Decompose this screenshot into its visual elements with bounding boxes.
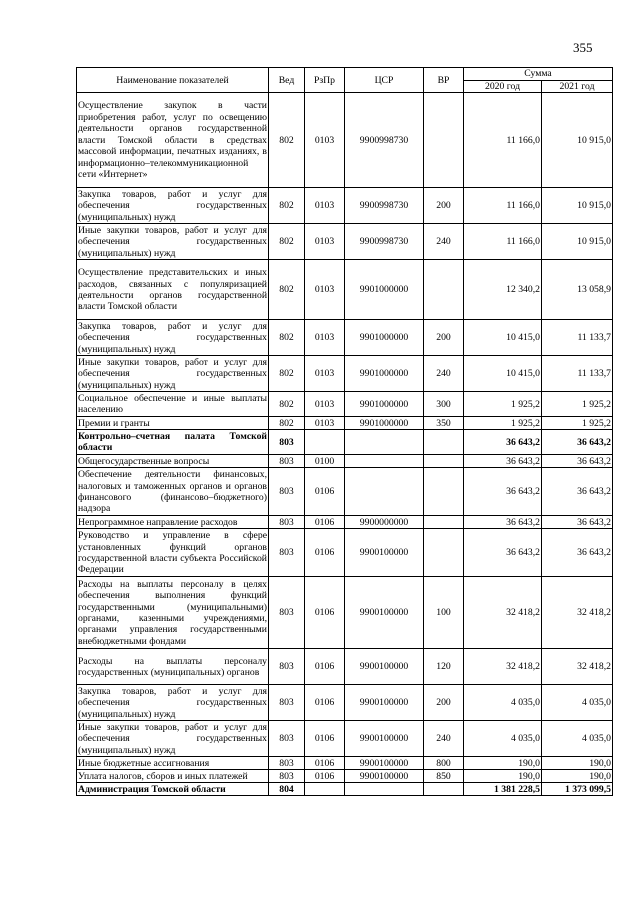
header-year-2020: 2020 год — [464, 81, 542, 93]
row-name-cell: Социальное обеспечение и иные выплаты населению — [78, 393, 267, 416]
row-vr-cell: 240 — [424, 356, 464, 392]
row-vr-cell — [424, 93, 464, 188]
row-rzpr-cell: 0103 — [305, 392, 345, 417]
header-ved: Вед — [269, 68, 305, 93]
row-csr-cell: 9900100000 — [345, 577, 424, 649]
row-ved-cell: 802 — [269, 260, 305, 320]
row-ved-cell: 802 — [269, 356, 305, 392]
header-name: Наименование показателей — [77, 68, 269, 93]
row-2021-cell: 11 133,7 — [542, 356, 613, 392]
row-csr-cell: 9901000000 — [345, 260, 424, 320]
row-2020-cell: 11 166,0 — [464, 188, 542, 224]
row-ved-cell: 804 — [269, 783, 305, 796]
row-name-cell: Осуществление представительских и иных расходов, связанных с популяризацией деятельности органов государственной власти Томской области — [77, 260, 269, 320]
row-2020-cell: 36 643,2 — [464, 516, 542, 529]
row-2020-cell: 10 415,0 — [464, 320, 542, 356]
row-csr-cell: 9901000000 — [345, 417, 424, 430]
row-name-cell: Расходы на выплаты персоналу государственных (муниципальных) органов — [77, 649, 269, 685]
row-ved-cell: 803 — [269, 529, 305, 577]
table-row — [77, 455, 613, 468]
table-row — [77, 392, 613, 417]
row-name-cell: Обеспечение деятельности финансовых, налоговых и таможенных органов и органов финансового (финансово–бюджетного) надзора — [78, 469, 267, 515]
row-vr-cell — [424, 529, 464, 577]
row-ved-cell: 802 — [269, 417, 305, 430]
row-ved-cell: 803 — [269, 649, 305, 685]
row-2021-cell: 4 035,0 — [542, 685, 613, 721]
row-csr-cell: 9900100000 — [345, 685, 424, 721]
row-ved-cell: 803 — [269, 757, 305, 770]
row-2020-cell: 36 643,2 — [464, 529, 542, 577]
table-row — [77, 649, 613, 685]
row-csr-cell: 9901000000 — [345, 356, 424, 392]
row-2020-cell: 1 925,2 — [464, 417, 542, 430]
row-vr-cell: 100 — [424, 577, 464, 649]
table-header — [77, 68, 613, 93]
row-2021-cell: 13 058,9 — [542, 260, 613, 320]
row-ved-cell: 802 — [269, 320, 305, 356]
row-rzpr-cell: 0106 — [305, 577, 345, 649]
row-ved-cell: 803 — [269, 468, 305, 516]
row-rzpr-cell: 0103 — [305, 224, 345, 260]
table-row — [77, 417, 613, 430]
row-name-cell: Иные закупки товаров, работ и услуг для обеспечения государственных (муниципальных) нужд — [78, 721, 267, 756]
row-rzpr-cell: 0106 — [305, 721, 345, 757]
row-csr-cell: 9901000000 — [345, 392, 424, 417]
row-rzpr-cell: 0103 — [305, 188, 345, 224]
row-vr-cell: 240 — [424, 224, 464, 260]
row-ved-cell: 802 — [269, 392, 305, 417]
row-vr-cell: 120 — [424, 649, 464, 685]
row-csr-cell: 9900100000 — [345, 757, 424, 770]
table-row — [77, 721, 613, 757]
row-name-cell: Иные закупки товаров, работ и услуг для обеспечения государственных (муниципальных) нужд — [78, 224, 267, 259]
table-row — [77, 188, 613, 224]
page-number: 355 — [573, 40, 593, 55]
row-rzpr-cell — [305, 430, 345, 455]
row-name-cell: Администрация Томской области — [77, 783, 269, 796]
row-vr-cell — [424, 430, 464, 455]
row-name-cell: Закупка товаров, работ и услуг для обеспечения государственных (муниципальных) нужд — [78, 188, 267, 223]
row-csr-cell: 9901000000 — [345, 320, 424, 356]
row-2021-cell: 32 418,2 — [542, 649, 613, 685]
row-2020-cell: 190,0 — [464, 770, 542, 783]
row-2020-cell: 190,0 — [464, 757, 542, 770]
row-2020-cell: 32 418,2 — [464, 577, 542, 649]
row-ved-cell: 803 — [269, 685, 305, 721]
row-name-cell: Осуществление закупок в части приобретения работ, услуг по освещению деятельности органов государственной власти Томской области в средствах массовой информации, печатных изданиях, в информационно–телекоммуникационной сети «Интернет» — [77, 93, 269, 188]
row-name-cell: Расходы на выплаты персоналу в целях обеспечения выполнения функций государственными (муниципальными) органами, казенными учреждениями, органами управления государственными внебюджетными фондами — [77, 577, 269, 649]
row-2021-cell: 10 915,0 — [542, 224, 613, 260]
row-name-cell: Контрольно–счетная палата Томской области — [78, 431, 267, 454]
row-name-cell: Иные бюджетные ассигнования — [77, 757, 269, 770]
row-2021-cell: 1 925,2 — [542, 392, 613, 417]
row-csr-cell — [345, 430, 424, 455]
row-2020-cell: 36 643,2 — [464, 430, 542, 455]
row-csr-cell: 9900998730 — [345, 188, 424, 224]
row-vr-cell: 300 — [424, 392, 464, 417]
row-vr-cell: 800 — [424, 757, 464, 770]
row-ved-cell: 803 — [269, 577, 305, 649]
row-csr-cell — [345, 783, 424, 796]
row-2021-cell: 11 133,7 — [542, 320, 613, 356]
row-vr-cell — [424, 516, 464, 529]
row-rzpr-cell: 0106 — [305, 649, 345, 685]
row-vr-cell — [424, 455, 464, 468]
row-csr-cell: 9900100000 — [345, 529, 424, 577]
row-vr-cell: 200 — [424, 320, 464, 356]
table-row — [77, 224, 613, 260]
row-rzpr-cell: 0103 — [305, 356, 345, 392]
row-csr-cell: 9900100000 — [345, 770, 424, 783]
table-row — [77, 320, 613, 356]
row-rzpr-cell: 0103 — [305, 417, 345, 430]
row-2021-cell: 32 418,2 — [542, 577, 613, 649]
row-rzpr-cell: 0103 — [305, 260, 345, 320]
row-ved-cell: 803 — [269, 721, 305, 757]
row-rzpr-cell: 0106 — [305, 757, 345, 770]
table-row — [77, 577, 613, 649]
row-rzpr-cell: 0100 — [305, 455, 345, 468]
row-2021-cell: 36 643,2 — [542, 455, 613, 468]
row-name-cell: Премии и гранты — [77, 417, 269, 430]
row-rzpr-cell: 0106 — [305, 770, 345, 783]
row-rzpr-cell: 0106 — [305, 516, 345, 529]
row-2021-cell: 1 373 099,5 — [542, 783, 613, 796]
row-rzpr-cell: 0103 — [305, 93, 345, 188]
header-vr: ВР — [424, 68, 464, 93]
table-row — [77, 757, 613, 770]
table-row — [77, 260, 613, 320]
row-csr-cell: 9900998730 — [345, 93, 424, 188]
row-name-cell: Иные закупки товаров, работ и услуг для обеспечения государственных (муниципальных) нужд — [78, 356, 267, 391]
row-ved-cell: 803 — [269, 430, 305, 455]
row-vr-cell — [424, 783, 464, 796]
row-2020-cell: 4 035,0 — [464, 685, 542, 721]
row-csr-cell: 9900000000 — [345, 516, 424, 529]
row-2020-cell: 36 643,2 — [464, 455, 542, 468]
row-vr-cell: 850 — [424, 770, 464, 783]
row-2021-cell: 10 915,0 — [542, 93, 613, 188]
row-2021-cell: 36 643,2 — [542, 468, 613, 516]
row-rzpr-cell: 0103 — [305, 320, 345, 356]
row-rzpr-cell — [305, 783, 345, 796]
row-vr-cell — [424, 468, 464, 516]
row-csr-cell — [345, 468, 424, 516]
row-2021-cell: 36 643,2 — [542, 516, 613, 529]
row-rzpr-cell: 0106 — [305, 468, 345, 516]
table-row — [77, 783, 613, 796]
row-csr-cell: 9900100000 — [345, 649, 424, 685]
row-vr-cell: 350 — [424, 417, 464, 430]
table-row — [77, 356, 613, 392]
row-name-cell: Руководство и управление в сфере установленных функций органов государственной власти субъекта Российской Федерации — [78, 530, 267, 576]
row-name-cell: Закупка товаров, работ и услуг для обеспечения государственных (муниципальных) нужд — [78, 320, 267, 355]
row-2020-cell: 36 643,2 — [464, 468, 542, 516]
row-ved-cell: 802 — [269, 188, 305, 224]
row-2021-cell: 190,0 — [542, 770, 613, 783]
row-name-cell: Непрограммное направление расходов — [77, 516, 269, 529]
row-name-cell: Уплата налогов, сборов и иных платежей — [77, 770, 269, 783]
row-csr-cell — [345, 455, 424, 468]
table-body — [77, 93, 613, 796]
row-2021-cell: 190,0 — [542, 757, 613, 770]
table-row — [77, 770, 613, 783]
row-ved-cell: 803 — [269, 455, 305, 468]
row-2021-cell: 1 925,2 — [542, 417, 613, 430]
table-row — [77, 529, 613, 577]
table-row — [77, 516, 613, 529]
row-vr-cell: 240 — [424, 721, 464, 757]
row-vr-cell: 200 — [424, 188, 464, 224]
row-2020-cell: 12 340,2 — [464, 260, 542, 320]
row-rzpr-cell: 0106 — [305, 529, 345, 577]
row-2020-cell: 32 418,2 — [464, 649, 542, 685]
row-ved-cell: 803 — [269, 516, 305, 529]
row-2021-cell: 36 643,2 — [542, 529, 613, 577]
row-2020-cell: 1 381 228,5 — [464, 783, 542, 796]
header-csr: ЦСР — [345, 68, 424, 93]
row-name-cell: Закупка товаров, работ и услуг для обеспечения государственных (муниципальных) нужд — [78, 685, 267, 720]
budget-table — [76, 67, 613, 796]
row-ved-cell: 803 — [269, 770, 305, 783]
row-ved-cell: 802 — [269, 224, 305, 260]
row-2021-cell: 10 915,0 — [542, 188, 613, 224]
row-2021-cell: 36 643,2 — [542, 430, 613, 455]
table-row — [77, 430, 613, 455]
row-rzpr-cell: 0106 — [305, 685, 345, 721]
row-csr-cell: 9900998730 — [345, 224, 424, 260]
header-rzpr: РзПр — [305, 68, 345, 93]
row-2020-cell: 4 035,0 — [464, 721, 542, 757]
header-sum: Сумма — [464, 68, 613, 81]
row-2021-cell: 4 035,0 — [542, 721, 613, 757]
row-ved-cell: 802 — [269, 93, 305, 188]
header-year-2021: 2021 год — [542, 81, 613, 93]
row-name-cell: Общегосударственные вопросы — [77, 455, 269, 468]
table-row — [77, 93, 613, 188]
row-2020-cell: 10 415,0 — [464, 356, 542, 392]
table-row — [77, 468, 613, 516]
row-csr-cell: 9900100000 — [345, 721, 424, 757]
row-2020-cell: 11 166,0 — [464, 93, 542, 188]
row-vr-cell: 200 — [424, 685, 464, 721]
table-row — [77, 685, 613, 721]
row-2020-cell: 1 925,2 — [464, 392, 542, 417]
row-vr-cell — [424, 260, 464, 320]
row-2020-cell: 11 166,0 — [464, 224, 542, 260]
